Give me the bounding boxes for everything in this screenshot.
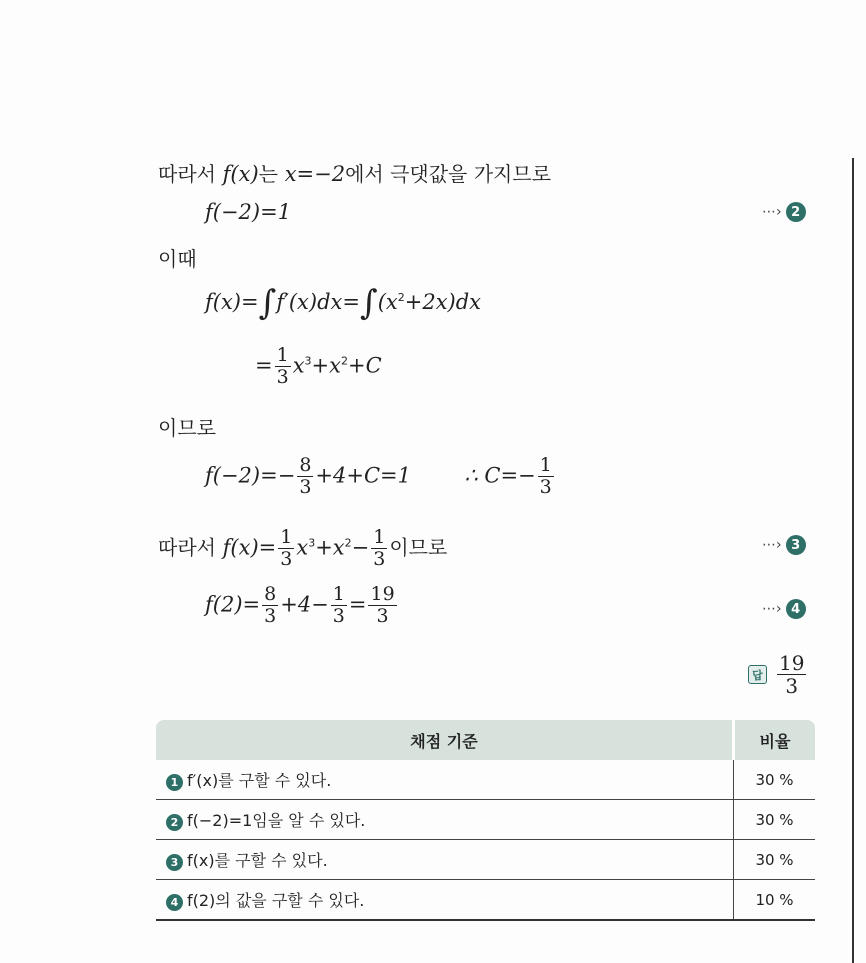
step-number-badge: 3 [166, 854, 183, 871]
criterion-text: f(x)를 구할 수 있다. [187, 851, 328, 870]
fraction [278, 527, 294, 570]
fraction [275, 345, 291, 388]
integral-sign-icon: ∫ [359, 283, 378, 323]
denominator: 3 [276, 365, 289, 388]
step-number-badge: 2 [786, 202, 806, 222]
math: +x [311, 353, 341, 378]
text: 는 [258, 162, 278, 186]
math: f(x)= [222, 535, 277, 560]
solution-line-4 [205, 283, 482, 323]
solution-line-6: 이므로 [158, 416, 216, 440]
math: x [292, 353, 305, 378]
step-number-badge: 4 [166, 894, 183, 911]
math: +x [315, 535, 345, 560]
denominator: 3 [539, 475, 552, 498]
final-answer [748, 652, 808, 697]
solution-line-2: f(−2)=1 [205, 200, 292, 224]
answer-fraction [777, 652, 806, 697]
exponent: 3 [308, 536, 316, 550]
text: 에서 극댓값을 가지므로 [345, 162, 552, 186]
step-number-badge: 3 [786, 535, 806, 555]
math-fx: f(x) [222, 162, 259, 186]
step-number-badge: 2 [166, 814, 183, 831]
table-row [156, 800, 815, 840]
math: f(2)= [205, 592, 261, 617]
math: (x [377, 290, 398, 314]
criterion-text: f(2)의 값을 구할 수 있다. [187, 891, 365, 910]
solution-line-9 [205, 584, 399, 627]
fraction [371, 527, 387, 570]
criterion-cell [156, 760, 734, 800]
text: 따라서 [158, 162, 216, 186]
solution-line-5 [255, 345, 382, 388]
criterion-text: f(−2)=1임을 알 수 있다. [187, 811, 366, 830]
fraction [331, 584, 347, 627]
ratio-cell: 30 % [734, 840, 816, 880]
text: 이므로 [389, 535, 448, 560]
step-marker-2 [762, 202, 806, 222]
ratio-cell: 30 % [734, 760, 816, 800]
denominator: 3 [785, 674, 799, 698]
criterion-cell [156, 840, 734, 880]
math: +4− [280, 592, 329, 617]
denominator: 3 [264, 604, 277, 627]
math: − [351, 535, 370, 560]
numerator: 19 [779, 651, 805, 675]
math-therefore: ∴ C=− [464, 463, 536, 488]
exponent: 2 [397, 291, 405, 304]
solution-line-1 [158, 158, 551, 187]
denominator: 3 [376, 604, 389, 627]
solution-line-3: 이때 [158, 247, 197, 271]
denominator: 3 [332, 604, 345, 627]
table-header-row [156, 720, 815, 760]
step-marker-3 [762, 535, 806, 555]
page-margin-rule [852, 158, 854, 963]
text: 따라서 [158, 535, 216, 560]
math: +4+C=1 [315, 463, 411, 488]
ratio-cell: 10 % [734, 880, 816, 921]
math: = [255, 353, 273, 378]
step-marker-4 [762, 599, 806, 619]
numerator: 1 [276, 344, 289, 366]
numerator: 19 [370, 583, 395, 605]
header-ratio: 비율 [734, 720, 816, 760]
math: f(x)= [205, 290, 259, 314]
math: f′(x)dx= [276, 290, 360, 314]
denominator: 3 [299, 475, 312, 498]
dotted-arrow-icon: ⋯› [762, 601, 782, 617]
scoring-criteria-table [156, 720, 815, 921]
numerator: 8 [299, 454, 312, 476]
header-criteria: 채점 기준 [156, 720, 734, 760]
numerator: 8 [264, 583, 277, 605]
criterion-cell [156, 800, 734, 840]
fraction [297, 455, 313, 498]
denominator: 3 [280, 547, 293, 570]
integral-sign-icon: ∫ [258, 283, 277, 323]
table-row [156, 840, 815, 880]
math: x [296, 535, 309, 560]
numerator: 1 [373, 526, 386, 548]
table-row [156, 760, 815, 800]
fraction [538, 455, 554, 498]
fraction [262, 584, 278, 627]
numerator: 1 [539, 454, 552, 476]
solution-line-8 [158, 527, 447, 570]
math: f(−2)=− [205, 463, 296, 488]
step-number-badge: 4 [786, 599, 806, 619]
math: +2x)dx [404, 290, 482, 314]
answer-icon: 답 [748, 665, 767, 684]
fraction [368, 584, 396, 627]
criterion-cell [156, 880, 734, 921]
ratio-cell: 30 % [734, 800, 816, 840]
exponent: 2 [341, 354, 348, 368]
table-row [156, 880, 815, 921]
math: = [348, 592, 367, 617]
numerator: 1 [332, 583, 345, 605]
step-number-badge: 1 [166, 774, 183, 791]
dotted-arrow-icon: ⋯› [762, 537, 782, 553]
criterion-text: f′(x)를 구할 수 있다. [187, 771, 332, 790]
dotted-arrow-icon: ⋯› [762, 204, 782, 220]
denominator: 3 [373, 547, 386, 570]
exponent: 3 [304, 354, 312, 368]
math: +C [348, 353, 382, 378]
solution-line-7 [205, 455, 556, 498]
math-x-eq: x=−2 [284, 162, 346, 186]
numerator: 1 [280, 526, 293, 548]
exponent: 2 [344, 536, 352, 550]
